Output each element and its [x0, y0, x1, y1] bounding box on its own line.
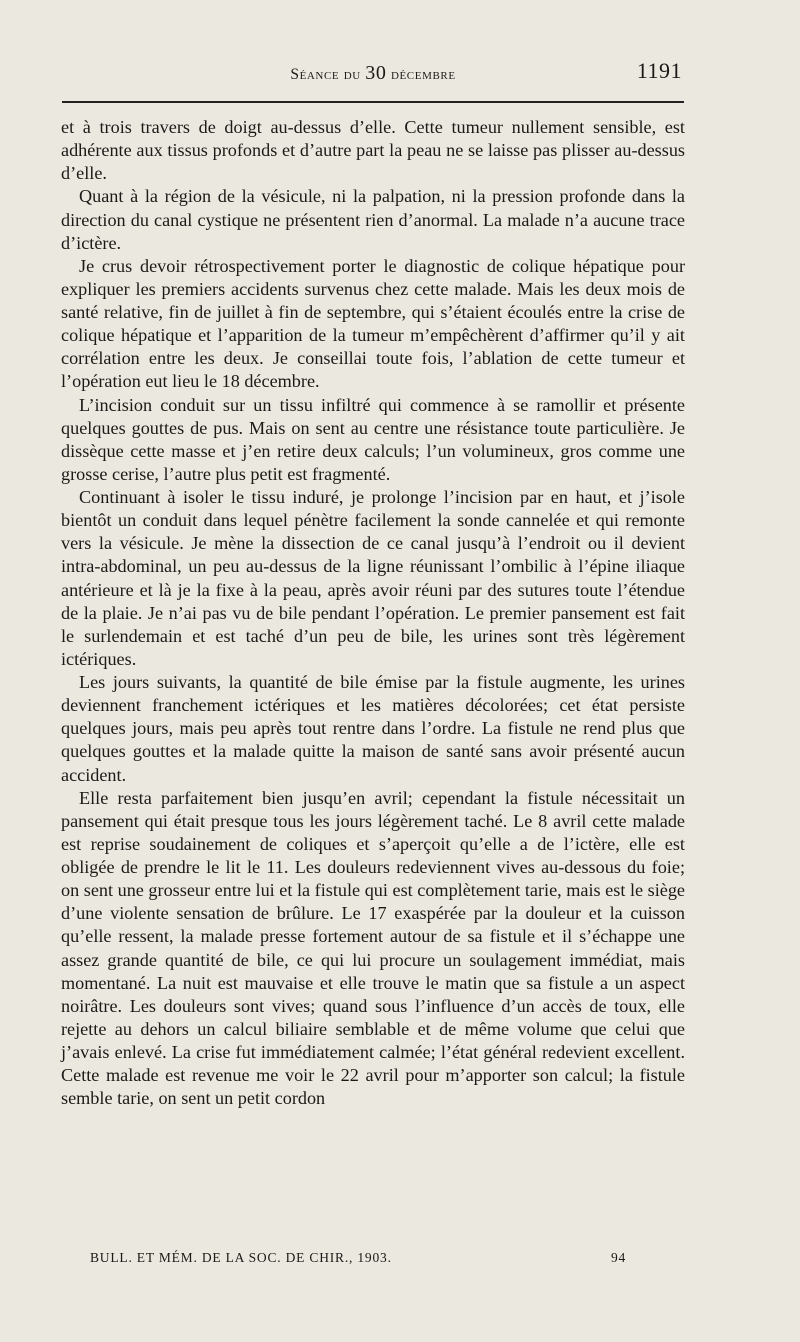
- running-title-after: décembre: [386, 66, 456, 83]
- paragraph-avril: Elle resta parfaitement bien jusqu’en avril; cependant la fistule nécessitait un pansement qui était presque tous les jours légèrement taché. Le 8 avril cette malade est reprise soudainement de coliques et s’aperçoit qu’elle a de l’ictère, elle est obligée de prendre le lit le 11. Les douleurs redeviennent vives au-dessous du foie; on sent une grosseur entre lui et la fistule qui est complètement tarie, mais est le siège d’une violente sensation de brûlure. Le 17 exaspérée par la douleur et la cuisson qu’elle ressent, la malade presse fortement autour de sa fistule et il s’échappe une assez grande quantité de bile, ce qui lui procure un soulagement immédiat, mais momentané. La nuit est mauvaise et elle trouve le matin que sa fistule a un aspect noirâtre. Les douleurs sont vives; quand sous l’influence d’un accès de toux, elle rejette au dehors un calcul biliaire semblable et de même volume que celui que j’avais enlevé. La crise fut immédiatement calmée; l’état général redevient excellent. Cette malade est revenue me voir le 22 avril pour m’apporter son calcul; la fistule semble tarie, on sent un petit cordon: [61, 787, 685, 1109]
- running-title-date: 30: [365, 62, 387, 84]
- header-rule: [62, 101, 684, 103]
- footer-journal: BULL. ET MÉM. DE LA SOC. DE CHIR., 1903.: [90, 1250, 392, 1265]
- running-title-before: Séance du: [290, 66, 366, 83]
- paragraph-vesicule: Quant à la région de la vésicule, ni la palpation, ni la pression profonde dans la direction du canal cystique ne présentent rien d’anormal. La malade n’a aucune trace d’ictère.: [61, 186, 685, 253]
- footer-signature: 94: [611, 1250, 627, 1265]
- body-text: [61, 116, 685, 1110]
- page-number: 1191: [636, 58, 682, 83]
- running-head: [62, 58, 684, 88]
- paragraph-diagnostic: Je crus devoir rétrospectivement porter le diagnostic de colique hépatique pour expliquer les premiers accidents survenus chez cette malade. Mais les deux mois de santé relative, fin de juillet à fin de septembre, qui s’étaient écoulés entre la crise de colique hépatique et l’apparition de la tumeur m’empêchèrent d’affirmer qu’il y ait corrélation entre les deux. Je conseillai toute fois, l’ablation de cette tumeur et l’opération eut lieu le 18 décembre.: [61, 255, 685, 392]
- running-title: [62, 62, 684, 85]
- paragraph-dissection: Continuant à isoler le tissu induré, je prolonge l’incision par en haut, et j’isole bientôt un conduit dans lequel pénètre facilement la sonde cannelée et qui remonte vers la vésicule. Je mène la dissection de ce canal jusqu’à l’endroit ou il devient intra-abdominal, un peu au-dessus de la ligne réunissant l’ombilic à l’épine iliaque antérieure et là je la fixe à la peau, après avoir réuni par des sutures toute l’étendue de la plaie. Je n’ai pas vu de bile pendant l’opération. Le premier pansement est fait le surlendemain et est taché d’un peu de bile, les urines sont très légèrement ictériques.: [61, 487, 685, 669]
- paragraph-incision: L’incision conduit sur un tissu infiltré qui commence à se ramollir et présente quelques gouttes de pus. Mais on sent au centre une résistance toute particulière. Je dissèque cette masse et j’en retire deux calculs; l’un volumineux, gros comme une grosse cerise, l’autre plus petit est fragmenté.: [61, 394, 685, 484]
- paragraph-jours-suivants: Les jours suivants, la quantité de bile émise par la fistule augmente, les urines deviennent franchement ictériques et les matières décolorées; cet état persiste quelques jours, mais peu après tout rentre dans l’ordre. La fistule ne rend plus que quelques gouttes et la malade quitte la maison de santé sans avoir présenté aucun accident.: [61, 672, 685, 785]
- paragraph-continuation: et à trois travers de doigt au-dessus d’elle. Cette tumeur nullement sensible, est adhérente aux tissus profonds et d’autre part la peau ne se laisse pas plisser au-dessus d’elle.: [61, 117, 685, 184]
